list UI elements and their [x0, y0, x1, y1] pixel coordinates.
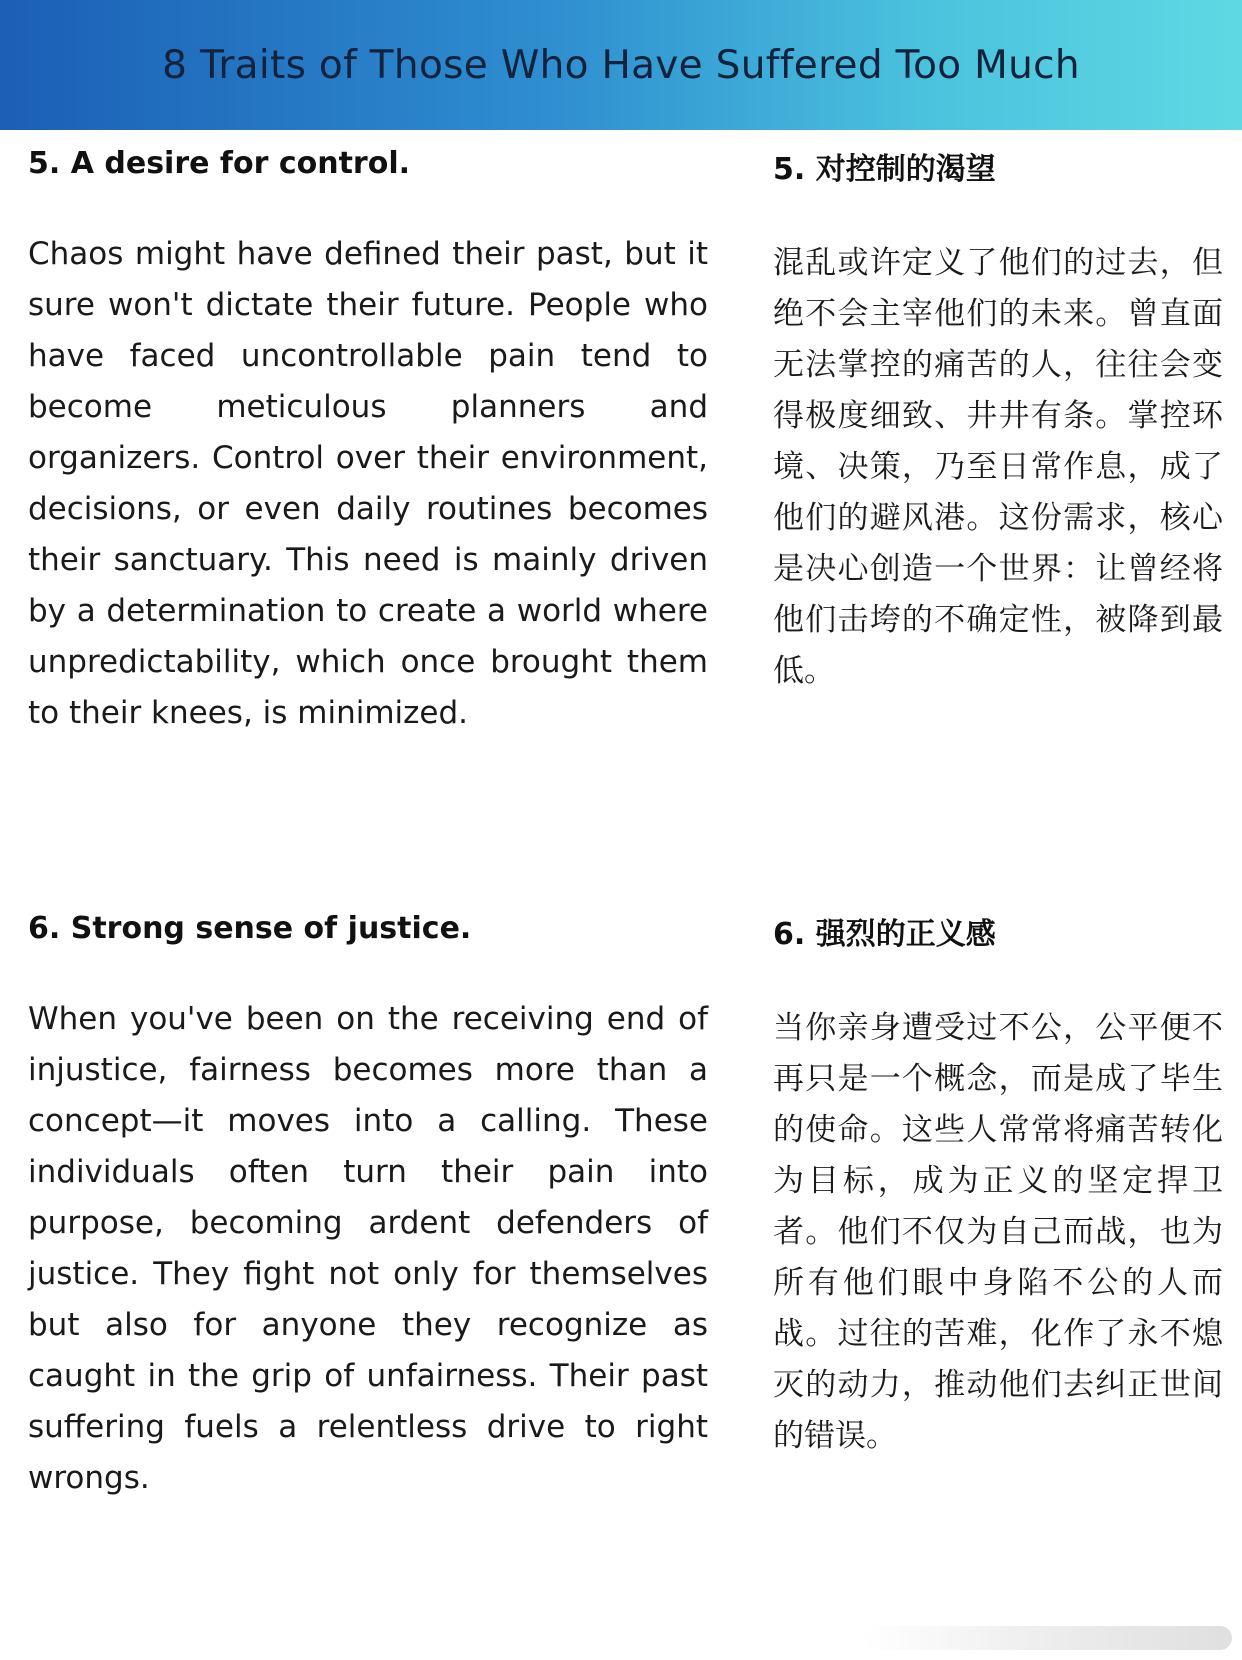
title-banner — [0, 0, 1242, 130]
chinese-column — [773, 140, 1223, 697]
english-column — [28, 905, 708, 1504]
page-title: 8 Traits of Those Who Have Suffered Too Much — [162, 42, 1080, 88]
section-heading-zh: 5. 对控制的渴望 — [773, 152, 996, 187]
section-body-en: When you've been on the receiving end of injustice, fairness becomes more than a concept—it moves into a calling. These individuals often turn their pain into purpose, becoming ardent defenders of justice. They fight not only for themselves but also for anyone they recognize as caught in the grip of unfairness. Their past suffering fuels a relentless drive to right wrongs. — [28, 1001, 708, 1496]
section-heading-zh: 6. 强烈的正义感 — [773, 917, 996, 952]
english-column — [28, 140, 708, 739]
section-body-zh: 混乱或许定义了他们的过去，但绝不会主宰他们的未来。曾直面无法掌控的痛苦的人，往往会变得极度细致、井井有条。掌控环境、决策，乃至日常作息，成了他们的避风港。这份需求，核心是决心创造一个世界：让曾经将他们击垮的不确定性，被降到最低。 — [773, 245, 1223, 689]
section-body-zh: 当你亲身遭受过不公，公平便不再只是一个概念，而是成了毕生的使命。这些人常常将痛苦转化为目标，成为正义的坚定捍卫者。他们不仅为自己而战，也为所有他们眼中身陷不公的人而战。过往的苦难，化作了永不熄灭的动力，推动他们去纠正世间的错误。 — [773, 1010, 1223, 1454]
section-control — [0, 140, 1242, 760]
section-heading-en: 6. Strong sense of justice. — [28, 911, 472, 946]
chinese-column — [773, 905, 1223, 1462]
watermark — [862, 1626, 1232, 1650]
section-body-en: Chaos might have defined their past, but it sure won't dictate their future. People who have faced uncontrollable pain tend to become meticulous planners and organizers. Control over their environment, decisions, or even daily routines becomes their sanctuary. This need is mainly driven by a determination to create a world where unpredictability, which once brought them to their knees, is minimized. — [28, 236, 708, 731]
section-justice — [0, 905, 1242, 1525]
section-heading-en: 5. A desire for control. — [28, 146, 411, 181]
